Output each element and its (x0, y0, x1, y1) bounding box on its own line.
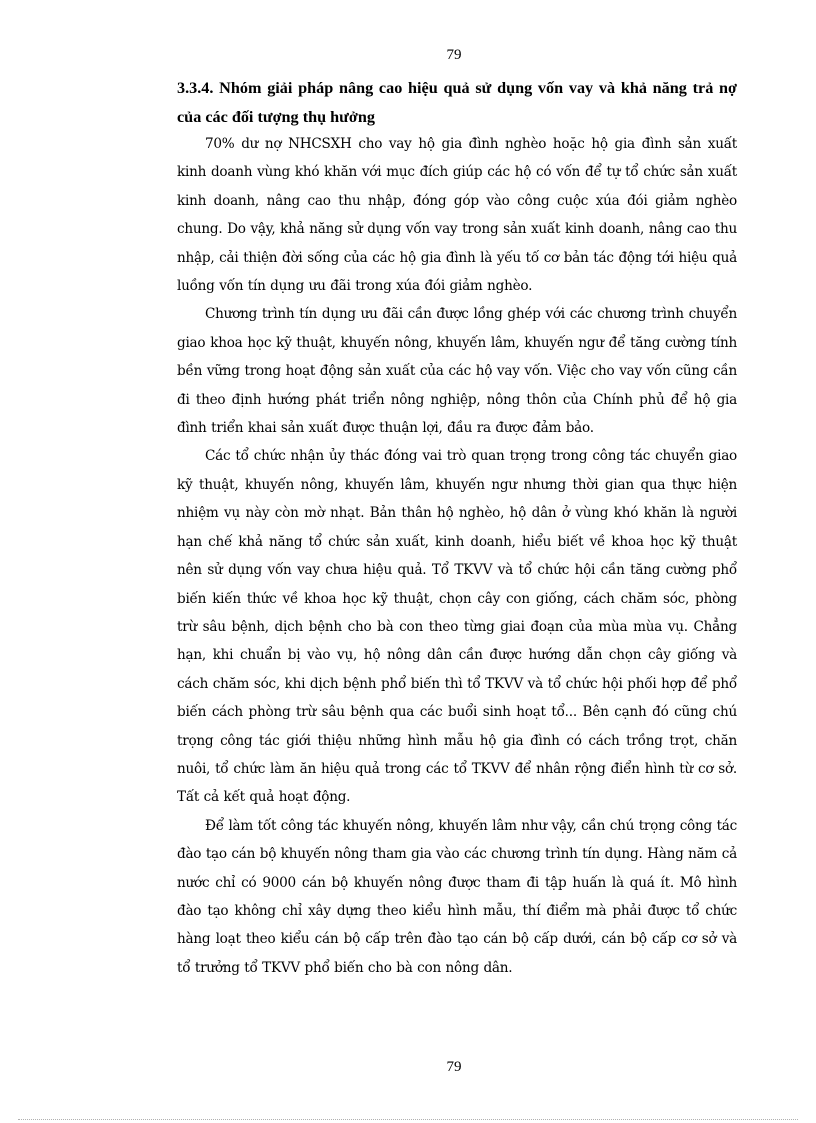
page-number-bottom: 79 (446, 1059, 462, 1075)
paragraph-4: Để làm tốt công tác khuyến nông, khuyến lâm như vậy, cần chú trọng công tác đào tạo cán bộ khuyến nông tham gia vào các chương trình tín dụng. Hàng năm cả nước chỉ có 9000 cán bộ khuyến nông được tham đi tập huấn là quá ít. Mô hình đào tạo không chỉ xây dựng theo kiểu hình mẫu, thí điểm mà phải được tổ chức hàng loạt theo kiểu cán bộ cấp trên đào tạo cán bộ cấp dưới, cán bộ cấp cơ sở và tổ trưởng tổ TKVV phổ biến cho bà con nông dân. (177, 817, 737, 976)
page-number-top: 79 (446, 47, 462, 63)
section-heading: 3.3.4. Nhóm giải pháp nâng cao hiệu quả sử dụng vốn vay và khả năng trả nợ của các đối tượng thụ hưởng (177, 79, 737, 126)
paragraph-1: 70% dư nợ NHCSXH cho vay hộ gia đình nghèo hoặc hộ gia đình sản xuất kinh doanh vùng khó khăn với mục đích giúp các hộ có vốn để tự tổ chức sản xuất kinh doanh, nâng cao thu nhập, đóng góp vào công cuộc xúa đói giảm nghèo chung. Do vậy, khả năng sử dụng vốn vay trong sản xuất kinh doanh, nâng cao thu nhập, cải thiện đời sống của các hộ gia đình là yếu tố cơ bản tác động tới hiệu quả luồng vốn tín dụng ưu đãi trong xúa đói giảm nghèo. (177, 136, 737, 295)
paragraph-3: Các tổ chức nhận ủy thác đóng vai trò quan trọng trong công tác chuyển giao kỹ thuật, khuyến nông, khuyến lâm, khuyến ngư nhưng thời gian qua thực hiện nhiệm vụ này còn mờ nhạt. Bản thân hộ nghèo, hộ dân ở vùng khó khăn là người hạn chế khả năng tổ chức sản xuất, kinh doanh, hiểu biết về khoa học kỹ thuật nên sử dụng vốn vay chưa hiệu quả. Tổ TKVV và tổ chức hội cần tăng cường phổ biến kiến thức về khoa học kỹ thuật, chọn cây con giống, cách chăm sóc, phòng trừ sâu bệnh, dịch bệnh cho bà con theo từng giai đoạn của mùa mùa vụ. Chẳng hạn, khi chuẩn bị vào vụ, hộ nông dân cần được hướng dẫn chọn cây giống và cách chăm sóc, khi dịch bệnh phổ biến thì tổ TKVV và tổ chức hội phối hợp để phổ biến cách phòng trừ sâu bệnh qua các buổi sinh hoạt tổ... Bên cạnh đó cũng chú trọng công tác giới thiệu những hình mẫu hộ gia đình có cách trồng trọt, chăn nuôi, tổ chức làm ăn hiệu quả trong các tổ TKVV để nhân rộng điển hình từ cơ sở. Tất cả kết quả hoạt động. (177, 448, 737, 806)
page-bottom-divider (18, 1119, 798, 1120)
paragraph-2: Chương trình tín dụng ưu đãi cần được lồng ghép với các chương trình chuyển giao khoa học kỹ thuật, khuyến nông, khuyến lâm, khuyến ngư để tăng cường tính bền vững trong hoạt động sản xuất của các hộ vay vốn. Việc cho vay vốn cũng cần đi theo định hướng phát triển nông nghiệp, nông thôn của Chính phủ để hộ gia đình triển khai sản xuất được thuận lợi, đầu ra được đảm bảo. (177, 306, 737, 437)
body-text (177, 130, 737, 982)
